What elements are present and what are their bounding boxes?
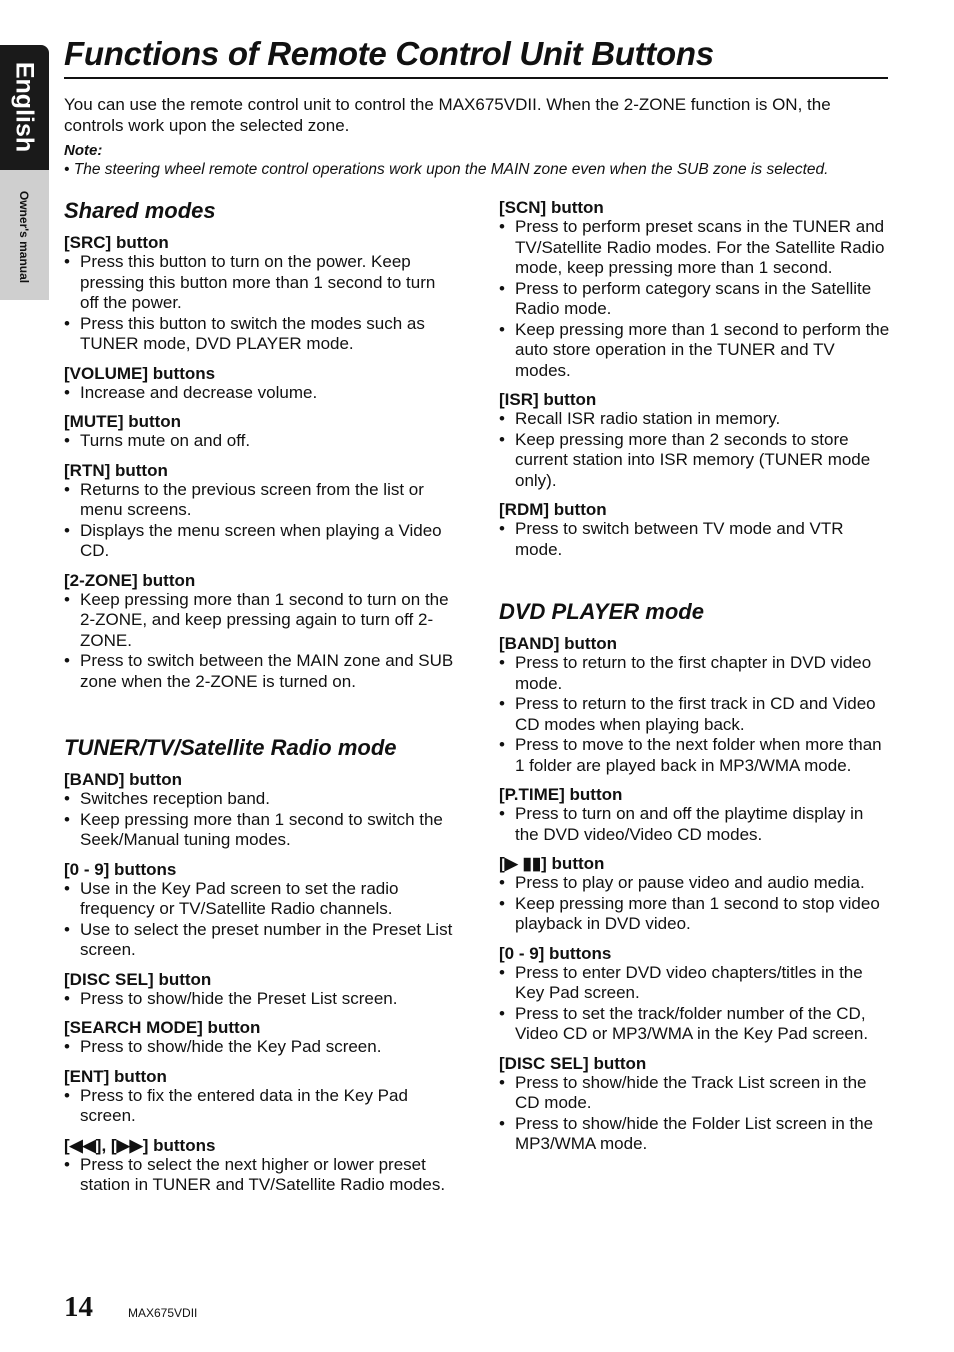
section-tuner-mode	[64, 735, 456, 1196]
section-spacer	[499, 569, 891, 599]
bullet-item: • Keep pressing more than 1 second to switch the Seek/Manual tuning modes.	[64, 810, 456, 851]
button-heading: [SCN] button	[499, 198, 604, 217]
bullet-item: • Press to enter DVD video chapters/titles in the Key Pad screen.	[499, 963, 891, 1004]
button-heading: [MUTE] button	[64, 412, 182, 431]
bullet-list	[499, 653, 891, 776]
bullet-item: • Press to show/hide the Track List screen in the CD mode.	[499, 1073, 891, 1114]
bullet-item: • Keep pressing more than 1 second to stop video playback in DVD video.	[499, 894, 891, 935]
section-dvd-mode	[499, 599, 891, 1155]
bullet-item: • Press to perform category scans in the Satellite Radio mode.	[499, 279, 891, 320]
bullet-item: • Press to return to the first track in CD and Video CD modes when playing back.	[499, 694, 891, 735]
bullet-list	[64, 590, 456, 693]
bullet-item: • Press to show/hide the Preset List screen.	[64, 989, 456, 1010]
bullet-list	[64, 879, 456, 961]
side-tab-language	[0, 45, 49, 170]
bullet-list	[64, 383, 456, 404]
bullet-item: • Press to perform preset scans in the TUNER and TV/Satellite Radio modes. For the Satellite Radio mode, keep pressing more than 1 second.	[499, 217, 891, 279]
button-heading: [VOLUME] buttons	[64, 363, 216, 383]
page-title: Functions of Remote Control Unit Buttons	[64, 35, 714, 72]
bullet-item: • Use to select the preset number in the Preset List screen.	[64, 920, 456, 961]
note-text: • The steering wheel remote control operations work upon the MAIN zone even when the SUB zone is selected.	[64, 161, 829, 178]
button-heading: [DISC SEL] button	[499, 1053, 647, 1073]
button-heading: [◀◀], [▶▶] buttons	[64, 1135, 216, 1155]
bullet-item: • Press to turn on and off the playtime display in the DVD video/Video CD modes.	[499, 804, 891, 845]
button-heading: [RDM] button	[499, 500, 607, 519]
section-tuner-mode-continued	[499, 198, 891, 560]
side-tab	[0, 45, 49, 300]
bullet-item: • Press to play or pause video and audio media.	[499, 873, 891, 894]
bullet-item: • Displays the menu screen when playing a Video CD.	[64, 521, 456, 562]
bullet-item: • Increase and decrease volume.	[64, 383, 456, 404]
bullet-item: • Press to move to the next folder when more than 1 folder are played back in MP3/WMA mode.	[499, 735, 891, 776]
bullet-item: • Press to switch between TV mode and VTR mode.	[499, 519, 891, 560]
intro-text: You can use the remote control unit to control the MAX675VDII. When the 2-ZONE function is ON, the controls work upon the selected zone.	[64, 95, 831, 135]
section-heading: Shared modes	[64, 198, 216, 223]
bullet-list	[499, 409, 891, 491]
bullet-item: • Switches reception band.	[64, 789, 456, 810]
note-label: Note:	[64, 142, 103, 159]
language-label: English	[10, 61, 39, 153]
button-heading: [SRC] button	[64, 233, 169, 252]
bullet-list	[64, 1086, 456, 1127]
bullet-item: • Press to set the track/folder number of the CD, Video CD or MP3/WMA in the Key Pad screen.	[499, 1004, 891, 1045]
bullet-list	[64, 1155, 456, 1196]
button-heading: [ISR] button	[499, 390, 597, 409]
page-number: 14	[64, 1291, 93, 1323]
bullet-item: • Keep pressing more than 1 second to turn on the 2-ZONE, and keep pressing again to turn off 2-ZONE.	[64, 590, 456, 652]
bullet-item: • Use in the Key Pad screen to set the radio frequency or TV/Satellite Radio channels.	[64, 879, 456, 920]
bullet-list	[64, 789, 456, 851]
button-heading: [SEARCH MODE] button	[64, 1018, 261, 1037]
bullet-item: • Press to switch between the MAIN zone and SUB zone when the 2-ZONE is turned on.	[64, 651, 456, 692]
bullet-item: • Returns to the previous screen from the list or menu screens.	[64, 480, 456, 521]
button-list	[64, 233, 456, 692]
button-heading: [BAND] button	[64, 770, 183, 789]
bullet-item: • Keep pressing more than 2 seconds to store current station into ISR memory (TUNER mode only).	[499, 430, 891, 492]
side-tab-manual	[0, 170, 49, 300]
left-column	[64, 198, 456, 1205]
button-heading: [0 - 9] buttons	[499, 943, 612, 963]
bullet-list	[499, 873, 891, 935]
bullet-list	[499, 963, 891, 1045]
section-heading: TUNER/TV/Satellite Radio mode	[64, 735, 397, 760]
bullet-item: • Turns mute on and off.	[64, 431, 456, 452]
section-spacer	[64, 701, 456, 735]
button-heading: [BAND] button	[499, 634, 618, 653]
bullet-item: • Press this button to turn on the power. Keep pressing this button more than 1 second to turn off the power.	[64, 252, 456, 314]
button-list	[64, 770, 456, 1196]
button-heading: [DISC SEL] button	[64, 969, 212, 989]
button-list	[499, 198, 891, 560]
model-name: MAX675VDII	[128, 1306, 198, 1320]
bullet-list	[64, 1037, 456, 1058]
right-column	[499, 198, 891, 1164]
button-list	[499, 634, 891, 1155]
button-heading: [RTN] button	[64, 460, 168, 480]
section-heading: DVD PLAYER mode	[499, 599, 704, 624]
button-heading: [0 - 9] buttons	[64, 859, 177, 879]
button-heading: [2-ZONE] button	[64, 570, 196, 590]
bullet-item: • Press to fix the entered data in the Key Pad screen.	[64, 1086, 456, 1127]
section-shared-modes	[64, 198, 456, 692]
bullet-list	[64, 252, 456, 355]
button-heading: [▶ ▮▮] button	[499, 854, 605, 873]
manual-label: Owner's manual	[17, 190, 31, 284]
bullet-list	[499, 217, 891, 381]
bullet-list	[64, 480, 456, 562]
button-heading: [ENT] button	[64, 1066, 167, 1086]
bullet-item: • Keep pressing more than 1 second to perform the auto store operation in the TUNER and TV modes.	[499, 320, 891, 382]
bullet-list	[499, 519, 891, 560]
bullet-list	[499, 804, 891, 845]
bullet-item: • Press to show/hide the Folder List screen in the MP3/WMA mode.	[499, 1114, 891, 1155]
title-rule	[64, 77, 888, 79]
bullet-item: • Press to return to the first chapter in DVD video mode.	[499, 653, 891, 694]
bullet-item: • Press to show/hide the Key Pad screen.	[64, 1037, 456, 1058]
bullet-list	[64, 431, 456, 452]
bullet-item: • Recall ISR radio station in memory.	[499, 409, 891, 430]
button-heading: [P.TIME] button	[499, 785, 623, 804]
bullet-list	[64, 989, 456, 1010]
bullet-item: • Press to select the next higher or lower preset station in TUNER and TV/Satellite Radio modes.	[64, 1155, 456, 1196]
bullet-item: • Press this button to switch the modes such as TUNER mode, DVD PLAYER mode.	[64, 314, 456, 355]
bullet-list	[499, 1073, 891, 1155]
